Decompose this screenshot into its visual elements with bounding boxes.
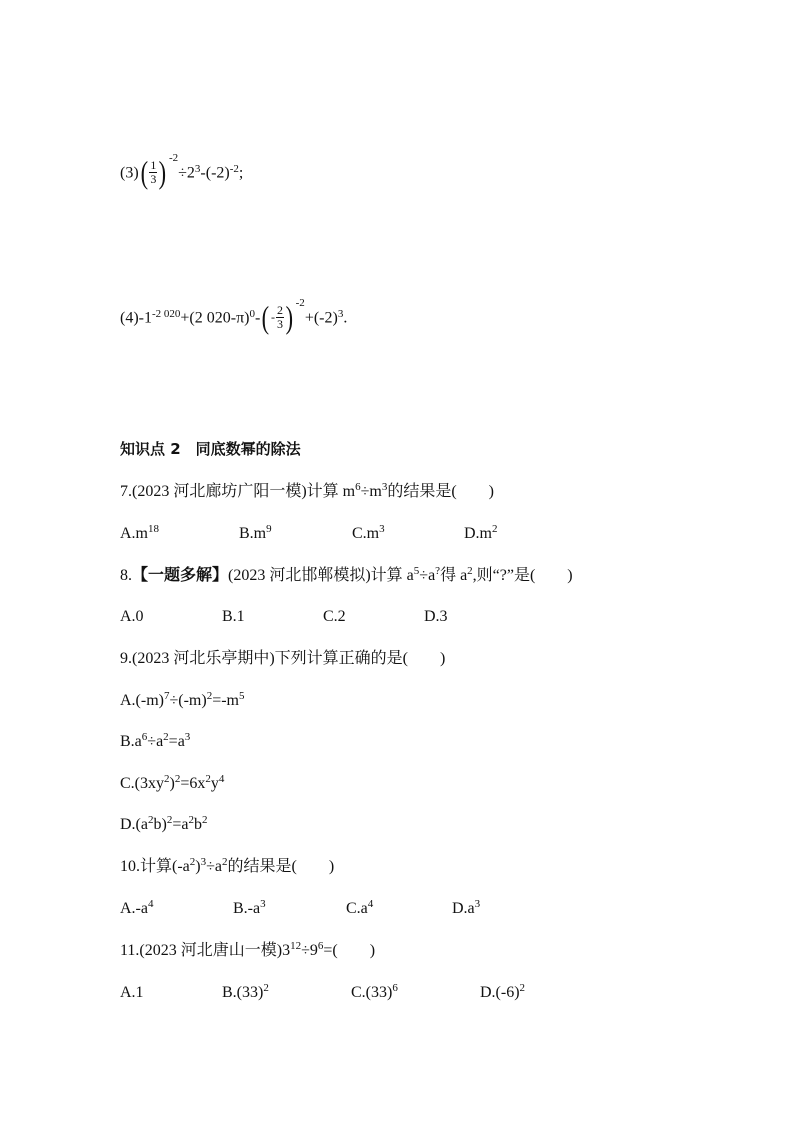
q7-option-b[interactable]: $B.m^9$ — [239, 523, 272, 542]
q10-option-c[interactable]: $C.a^4$ — [346, 898, 374, 917]
problem-3-label: (3) — [120, 164, 139, 182]
q8-option-c[interactable]: C.2 — [323, 608, 346, 625]
fraction-denominator: 3 — [276, 316, 283, 331]
q10-option-b[interactable]: $B.-a^3$ — [233, 898, 266, 917]
q11-option-d[interactable]: $D.(-6)^2$ — [480, 982, 526, 1001]
fraction-denominator: 3 — [150, 171, 157, 186]
problem-4-label: (4)-1 — [120, 309, 152, 327]
q9-option-d[interactable]: $D.(a^2b)^2=a^2b^2$ — [120, 814, 208, 833]
exponent: -2 — [168, 152, 179, 164]
q8-option-b[interactable]: B.1 — [222, 608, 245, 625]
question-9: 9.(2023 河北乐亭期中)下列计算正确的是( ) — [120, 650, 446, 667]
q11-option-a[interactable]: A.1 — [120, 984, 144, 1001]
q7-option-d[interactable]: $D.m^2$ — [464, 523, 498, 542]
q9-option-b[interactable]: $B.a^6\div a^2=a^3$ — [120, 731, 191, 750]
q9-option-a[interactable]: $A.(-m)^7\div(-m)^2=-m^5$ — [120, 690, 245, 709]
q8-option-d[interactable]: D.3 — [424, 608, 448, 625]
q8-option-a[interactable]: A.0 — [120, 608, 144, 625]
q7-option-c[interactable]: $C.m^3$ — [352, 523, 385, 542]
question-8: 8.【一题多解】(2023 河北邯郸模拟)计算 $a^5\div a^?$得 $a^2$,则“?”是( ) — [120, 565, 573, 584]
q10-option-d[interactable]: $D.a^3$ — [452, 898, 481, 917]
fraction-one-third: ( $\frac{1}{3}$ ) -2 — [139, 156, 178, 188]
question-11: 11.(2023 河北唐山一模)$3^{12}\div 9^6=$( ) — [120, 940, 376, 959]
problem-4: $(4)-1^{-2 020}+(2$ 020-π)$^0$- ( - $\frac{2}{3}$ ) -2 $+(-2)^3$. — [120, 303, 347, 335]
q7-option-a[interactable]: $A.m^{18}$ — [120, 523, 159, 542]
fraction-numerator: 1 — [150, 157, 157, 172]
question-tag: 【一题多解】 — [132, 567, 229, 584]
q11-option-c[interactable]: $C.(33)^6$ — [351, 982, 398, 1001]
question-7: 7.(2023 河北廊坊广阳一模)计算 $m^6\div m^3$的结果是( ) — [120, 481, 495, 500]
fraction-neg-two-thirds: ( - $\frac{2}{3}$ ) -2 — [260, 301, 304, 333]
section-heading: 知识点 2 同底数幂的除法 — [120, 440, 301, 458]
q9-option-c[interactable]: $C.(3xy^2)^2=6x^2y^4$ — [120, 773, 225, 792]
problem-3: (3) ( $\frac{1}{3}$ ) -2 $\div 2^3-(-2)^{-2}$; — [120, 158, 243, 190]
exponent: -2 — [295, 297, 305, 309]
q11-option-b[interactable]: $B.(33)^2$ — [222, 982, 269, 1001]
q10-option-a[interactable]: $A.-a^4$ — [120, 898, 154, 917]
fraction-numerator: 2 — [276, 302, 283, 317]
question-10: 10.计算$(-a^2)^3\div a^2$的结果是( ) — [120, 856, 335, 875]
